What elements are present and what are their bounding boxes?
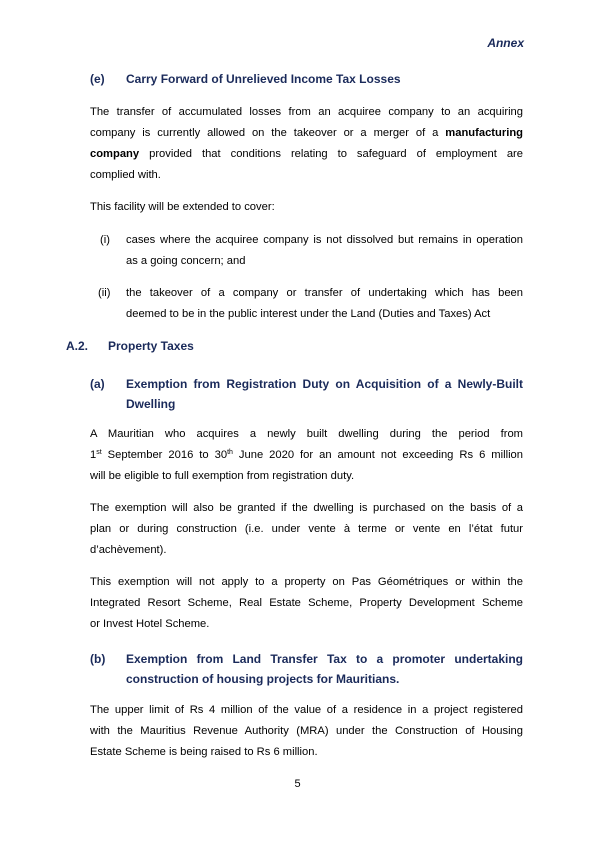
text-line: or Invest Hotel Scheme. bbox=[90, 618, 210, 630]
section-b-paragraph-1 bbox=[90, 700, 523, 763]
text-line bbox=[90, 123, 523, 144]
section-e-number: (e) bbox=[90, 72, 105, 86]
text-line: This facility will be extended to cover: bbox=[90, 201, 275, 213]
text-run: June 2020 for an amount not exceeding Rs 6 million bbox=[232, 449, 523, 461]
section-b-title-line: Exemption from Land Transfer Tax to a promoter undertaking bbox=[126, 652, 523, 666]
text-line: the takeover of a company or transfer of undertaking which has been bbox=[126, 287, 523, 299]
bold-text: company bbox=[90, 148, 140, 160]
text-line: This exemption will not apply to a property on Pas Géométriques or within the bbox=[90, 576, 523, 588]
section-a-paragraph-1 bbox=[90, 424, 523, 487]
section-b-number: (b) bbox=[90, 652, 106, 666]
text-line bbox=[90, 144, 523, 165]
text-line: deemed to be in the public interest under the Land (Duties and Taxes) Act bbox=[126, 308, 491, 320]
text-line: Integrated Resort Scheme, Real Estate Scheme, Property Development Scheme bbox=[90, 597, 523, 609]
section-e-paragraph-1 bbox=[90, 102, 523, 186]
text-line: d’achèvement). bbox=[90, 544, 167, 556]
superscript: st bbox=[96, 449, 102, 456]
text-run: company is currently allowed on the takeover or a merger of a bbox=[90, 127, 446, 139]
annex-label: Annex bbox=[487, 36, 524, 50]
text-line: The exemption will also be granted if the dwelling is purchased on the basis of a bbox=[90, 502, 523, 514]
text-line: cases where the acquiree company is not dissolved but remains in operation bbox=[126, 234, 523, 246]
list-item-number: (i) bbox=[100, 234, 110, 246]
section-e-title: Carry Forward of Unrelieved Income Tax Losses bbox=[126, 72, 401, 86]
section-a-paragraph-2 bbox=[90, 498, 523, 561]
list-item-number: (ii) bbox=[98, 287, 111, 299]
text-line: will be eligible to full exemption from registration duty. bbox=[90, 470, 355, 482]
bold-text: manufacturing bbox=[445, 127, 523, 139]
text-line bbox=[90, 445, 523, 466]
section-a-paragraph-3 bbox=[90, 572, 523, 635]
text-line: complied with. bbox=[90, 169, 161, 181]
text-run: 1 bbox=[90, 449, 97, 461]
text-run: September 2016 to 30 bbox=[101, 449, 228, 461]
text-line: Estate Scheme is being raised to Rs 6 million. bbox=[90, 746, 318, 758]
text-line: with the Mauritius Revenue Authority (MRA) under the Construction of Housing bbox=[90, 725, 523, 737]
section-b-title-line: construction of housing projects for Mauritians. bbox=[126, 672, 400, 686]
superscript: th bbox=[227, 449, 233, 456]
section-a2-number: A.2. bbox=[66, 339, 89, 353]
text-line: The upper limit of Rs 4 million of the value of a residence in a project registered bbox=[90, 704, 523, 716]
text-line: as a going concern; and bbox=[126, 255, 246, 267]
text-line: plan or during construction (i.e. under vente à terme or vente en l’état futur bbox=[90, 523, 523, 535]
section-a-number: (a) bbox=[90, 377, 105, 391]
page-number: 5 bbox=[294, 778, 301, 790]
text-line: A Mauritian who acquires a newly built dwelling during the period from bbox=[90, 428, 523, 440]
section-a2-title: Property Taxes bbox=[108, 339, 194, 353]
section-a-title-line: Exemption from Registration Duty on Acquisition of a Newly-Built bbox=[126, 377, 523, 391]
section-e-paragraph-2 bbox=[90, 197, 523, 218]
text-run: provided that conditions relating to safeguard of employment are bbox=[139, 148, 523, 160]
text-line: The transfer of accumulated losses from an acquiree company to an acquiring bbox=[90, 106, 523, 118]
section-a-title-line: Dwelling bbox=[126, 397, 176, 411]
